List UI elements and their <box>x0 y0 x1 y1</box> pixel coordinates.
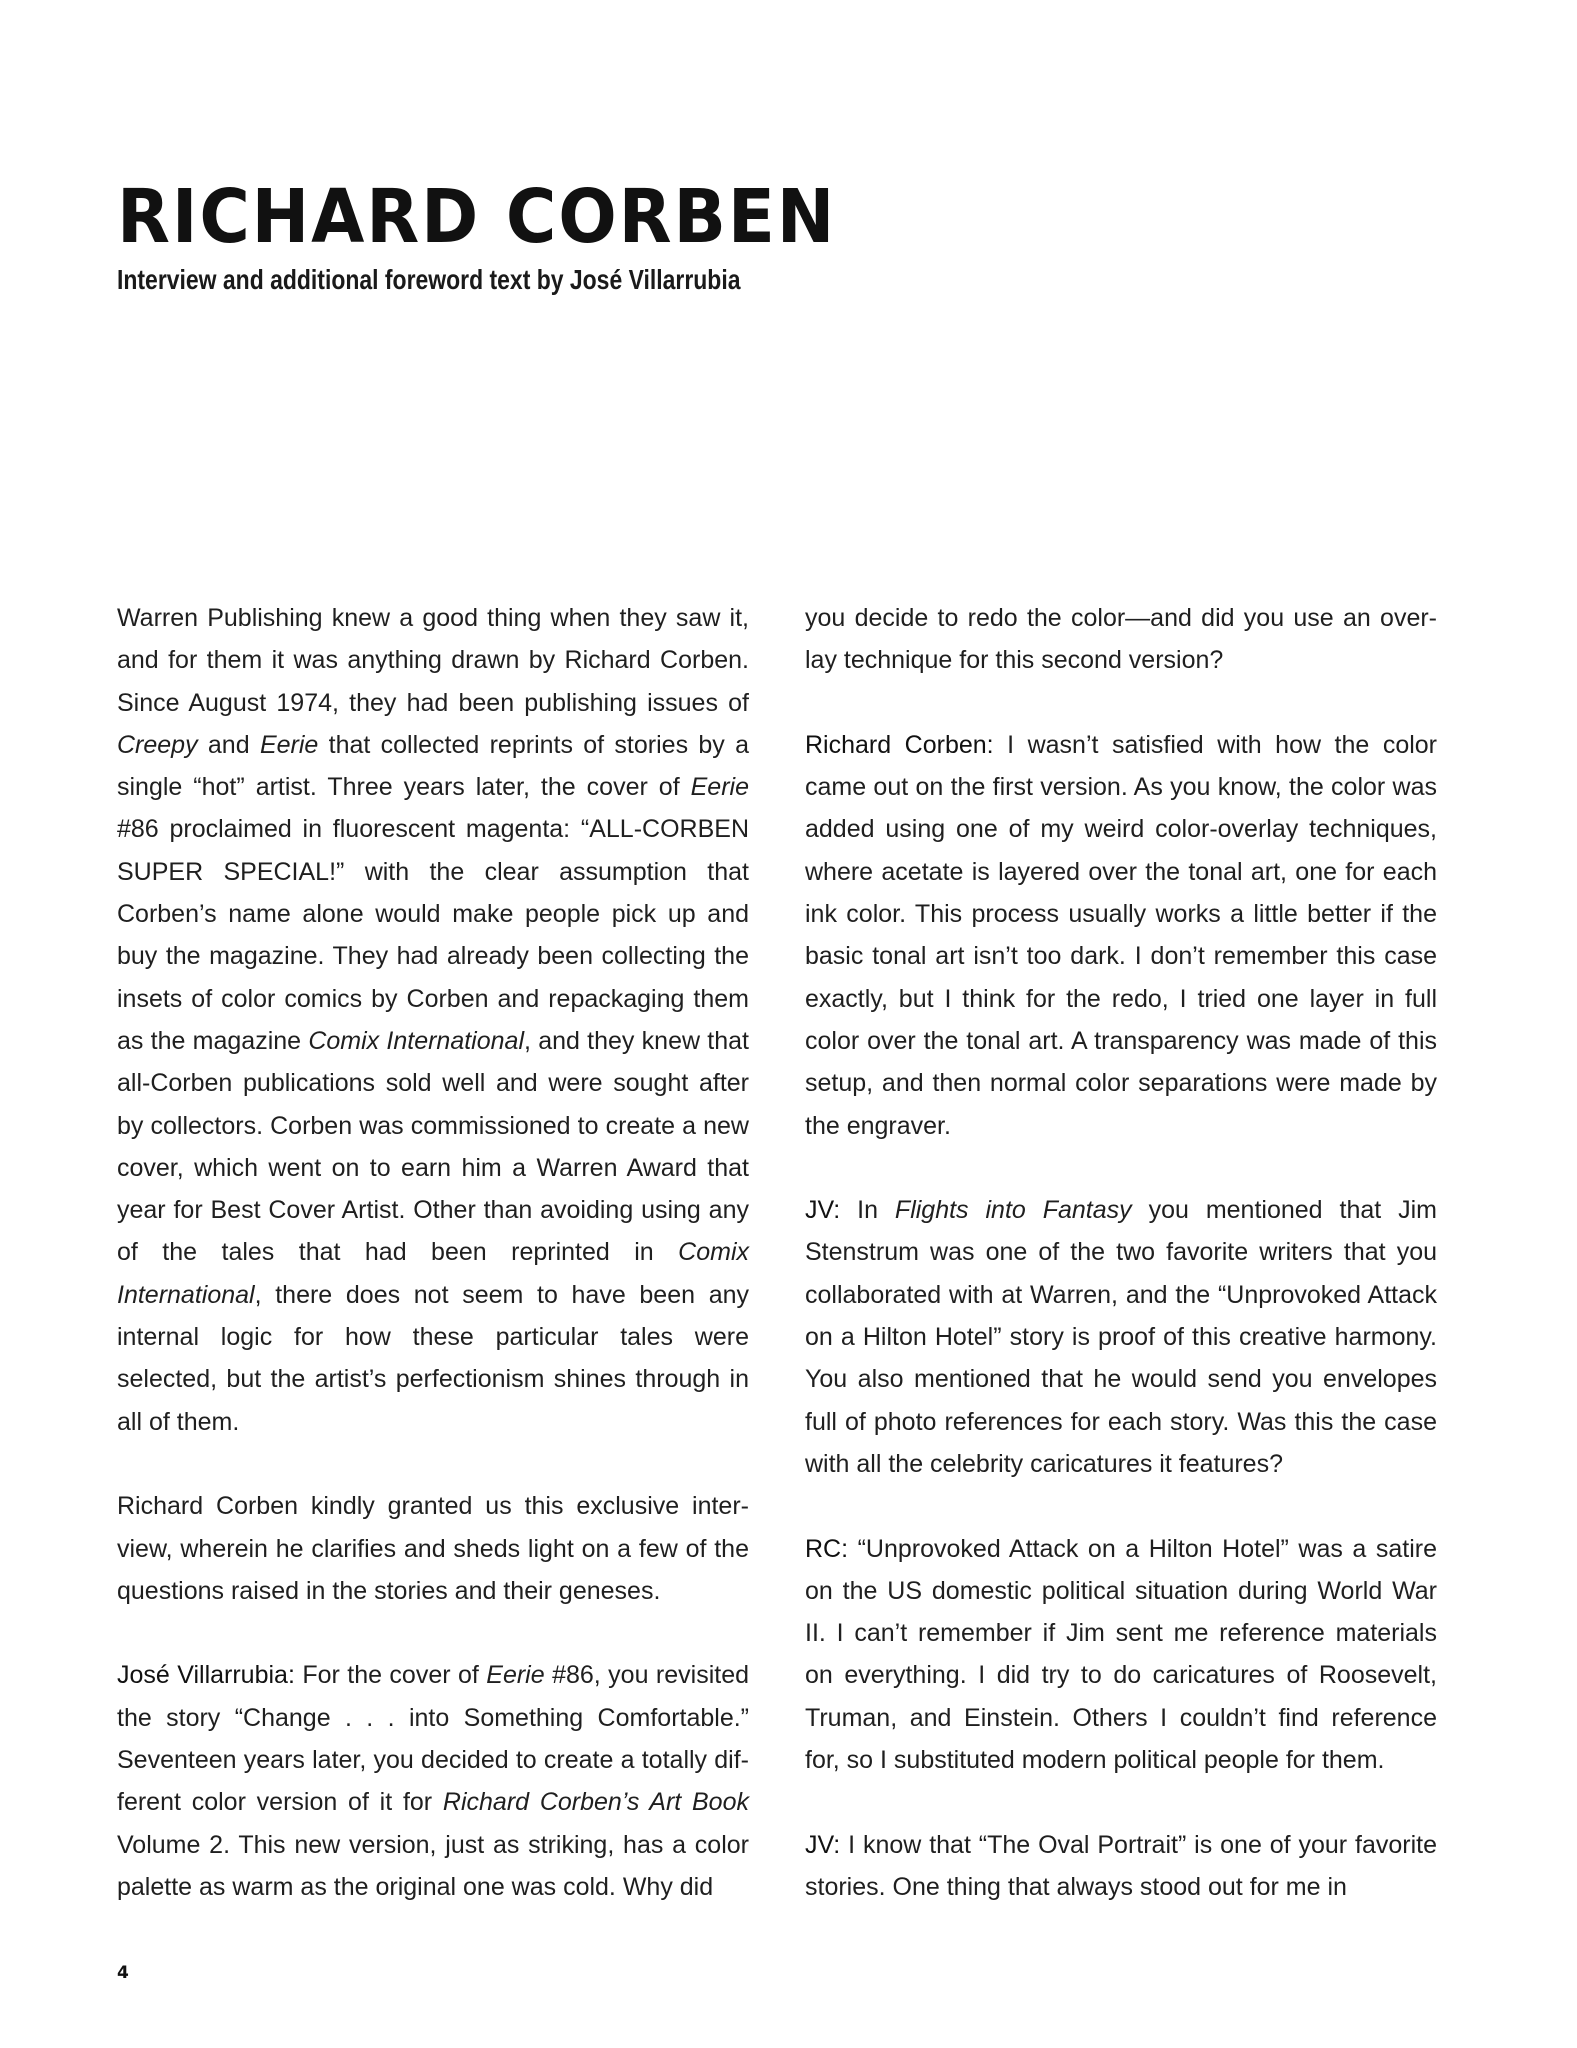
speaker-label: JV: <box>805 1196 841 1225</box>
text-run: I wasn’t satisfied with how the color came out on the first version. As you know, the color was added using one of my weird color-overlay techniques, where acetate is layered over the tonal art, one for each ink color. This process usually works a little better if the basic tonal art isn’t too dark. I don’t remember this case exactly, but I think for the redo, I tried one layer in full color over the tonal art. A transparency was made of this setup, and then normal color separations were made by the engraver. <box>805 730 1438 1140</box>
interview-answer-1 <box>805 724 1437 1147</box>
text-run: Volume 2. This new version, just as striking, has a color palette as warm as the original one was cold. Why did <box>117 1830 749 1901</box>
text-run: #86 proclaimed in fluorescent magenta: “ALL-CORBEN SUPER SPECIAL!” with the clear assumption that Corben’s name alone would make people pick up and buy the magazine. They had already been collecting the insets of color comics by Corben and repackaging them as the magazine <box>117 815 749 1055</box>
speaker-label: José Villarrubia: <box>117 1661 295 1690</box>
intro-paragraph-2: Richard Corben kindly granted us this exclusive interview, wherein he clarifies and sheds light on a few of the questions raised in the stories and their geneses. <box>117 1492 749 1605</box>
page-title: RICHARD CORBEN <box>117 174 837 260</box>
text-run: For the cover of <box>294 1661 487 1690</box>
left-column <box>117 597 749 1908</box>
text-run: Warren Publishing knew a good thing when they saw it, and for them it was anything drawn by Richard Corben. Since August 1974, they had been publishing issues of <box>117 604 749 717</box>
interview-question-2 <box>805 1189 1437 1485</box>
interview-question-1 <box>117 1654 749 1908</box>
text-run: I know that “The Oval Portrait” is one of your favorite stories. One thing that always stood out for me in <box>805 1830 1437 1901</box>
text-run: In <box>840 1196 895 1225</box>
speaker-label: RC: <box>805 1534 849 1563</box>
italic-title: Comix International <box>308 1026 524 1055</box>
interview-question-1-continued: you decide to redo the color—and did you use an overlay technique for this second version? <box>805 604 1437 675</box>
text-run: and <box>197 730 260 759</box>
text-run: , and they knew that all-Corben publications sold well and were sought after by collectors. Corben was commissioned to create a new cover, which went on to earn him a Warren Award that year for Best Cover Artist. Other than avoiding using any of the tales that had been reprinted in <box>117 1026 749 1267</box>
right-column <box>805 597 1437 1908</box>
speaker-label: Richard Corben: <box>805 730 994 759</box>
italic-title: Eerie <box>690 773 749 802</box>
italic-title: Creepy <box>117 730 198 759</box>
italic-title: Flights into Fantasy <box>894 1196 1132 1225</box>
speaker-label: JV: <box>805 1830 841 1859</box>
italic-title: Comix International <box>117 1238 749 1309</box>
text-run: #86, you revisited the story “Change . . . into Something Comfortable.” Seventeen years later, you decided to create a totally different color version of it for <box>117 1661 749 1817</box>
italic-title: Eerie <box>259 730 319 759</box>
intro-paragraph-1 <box>117 597 749 1443</box>
italic-title: Eerie <box>486 1661 545 1690</box>
text-run: , there does not seem to have been any internal logic for how these particular tales were selected, but the artist’s perfectionism shines through in all of them. <box>117 1280 749 1436</box>
interview-answer-2 <box>805 1528 1437 1782</box>
text-run: “Unprovoked Attack on a Hilton Hotel” was a satire on the US domestic political situation during World War II. I can’t remember if Jim sent me reference materials on everything. I did try to do caricatures of Roosevelt, Truman, and Einstein. Others I couldn’t find reference for, so I substituted modern political people for them. <box>805 1534 1437 1775</box>
byline: Interview and additional foreword text by José Villarrubia <box>117 264 741 295</box>
page-number: 4 <box>117 1963 129 1983</box>
text-run: you mentioned that Jim Stenstrum was one of the two favorite writers that you collaborated with at Warren, and the “Unprovoked Attack on a Hilton Hotel” story is proof of this creative harmony. You also mentioned that he would send you envelopes full of photo references for each story. Was this the case with all the celebrity caricatures it features? <box>805 1196 1438 1478</box>
text-run: that collected reprints of stories by a single “hot” artist. Three years later, the cover of <box>117 730 749 802</box>
interview-question-3 <box>805 1824 1437 1909</box>
italic-title: Richard Corben’s Art Book <box>442 1788 749 1817</box>
